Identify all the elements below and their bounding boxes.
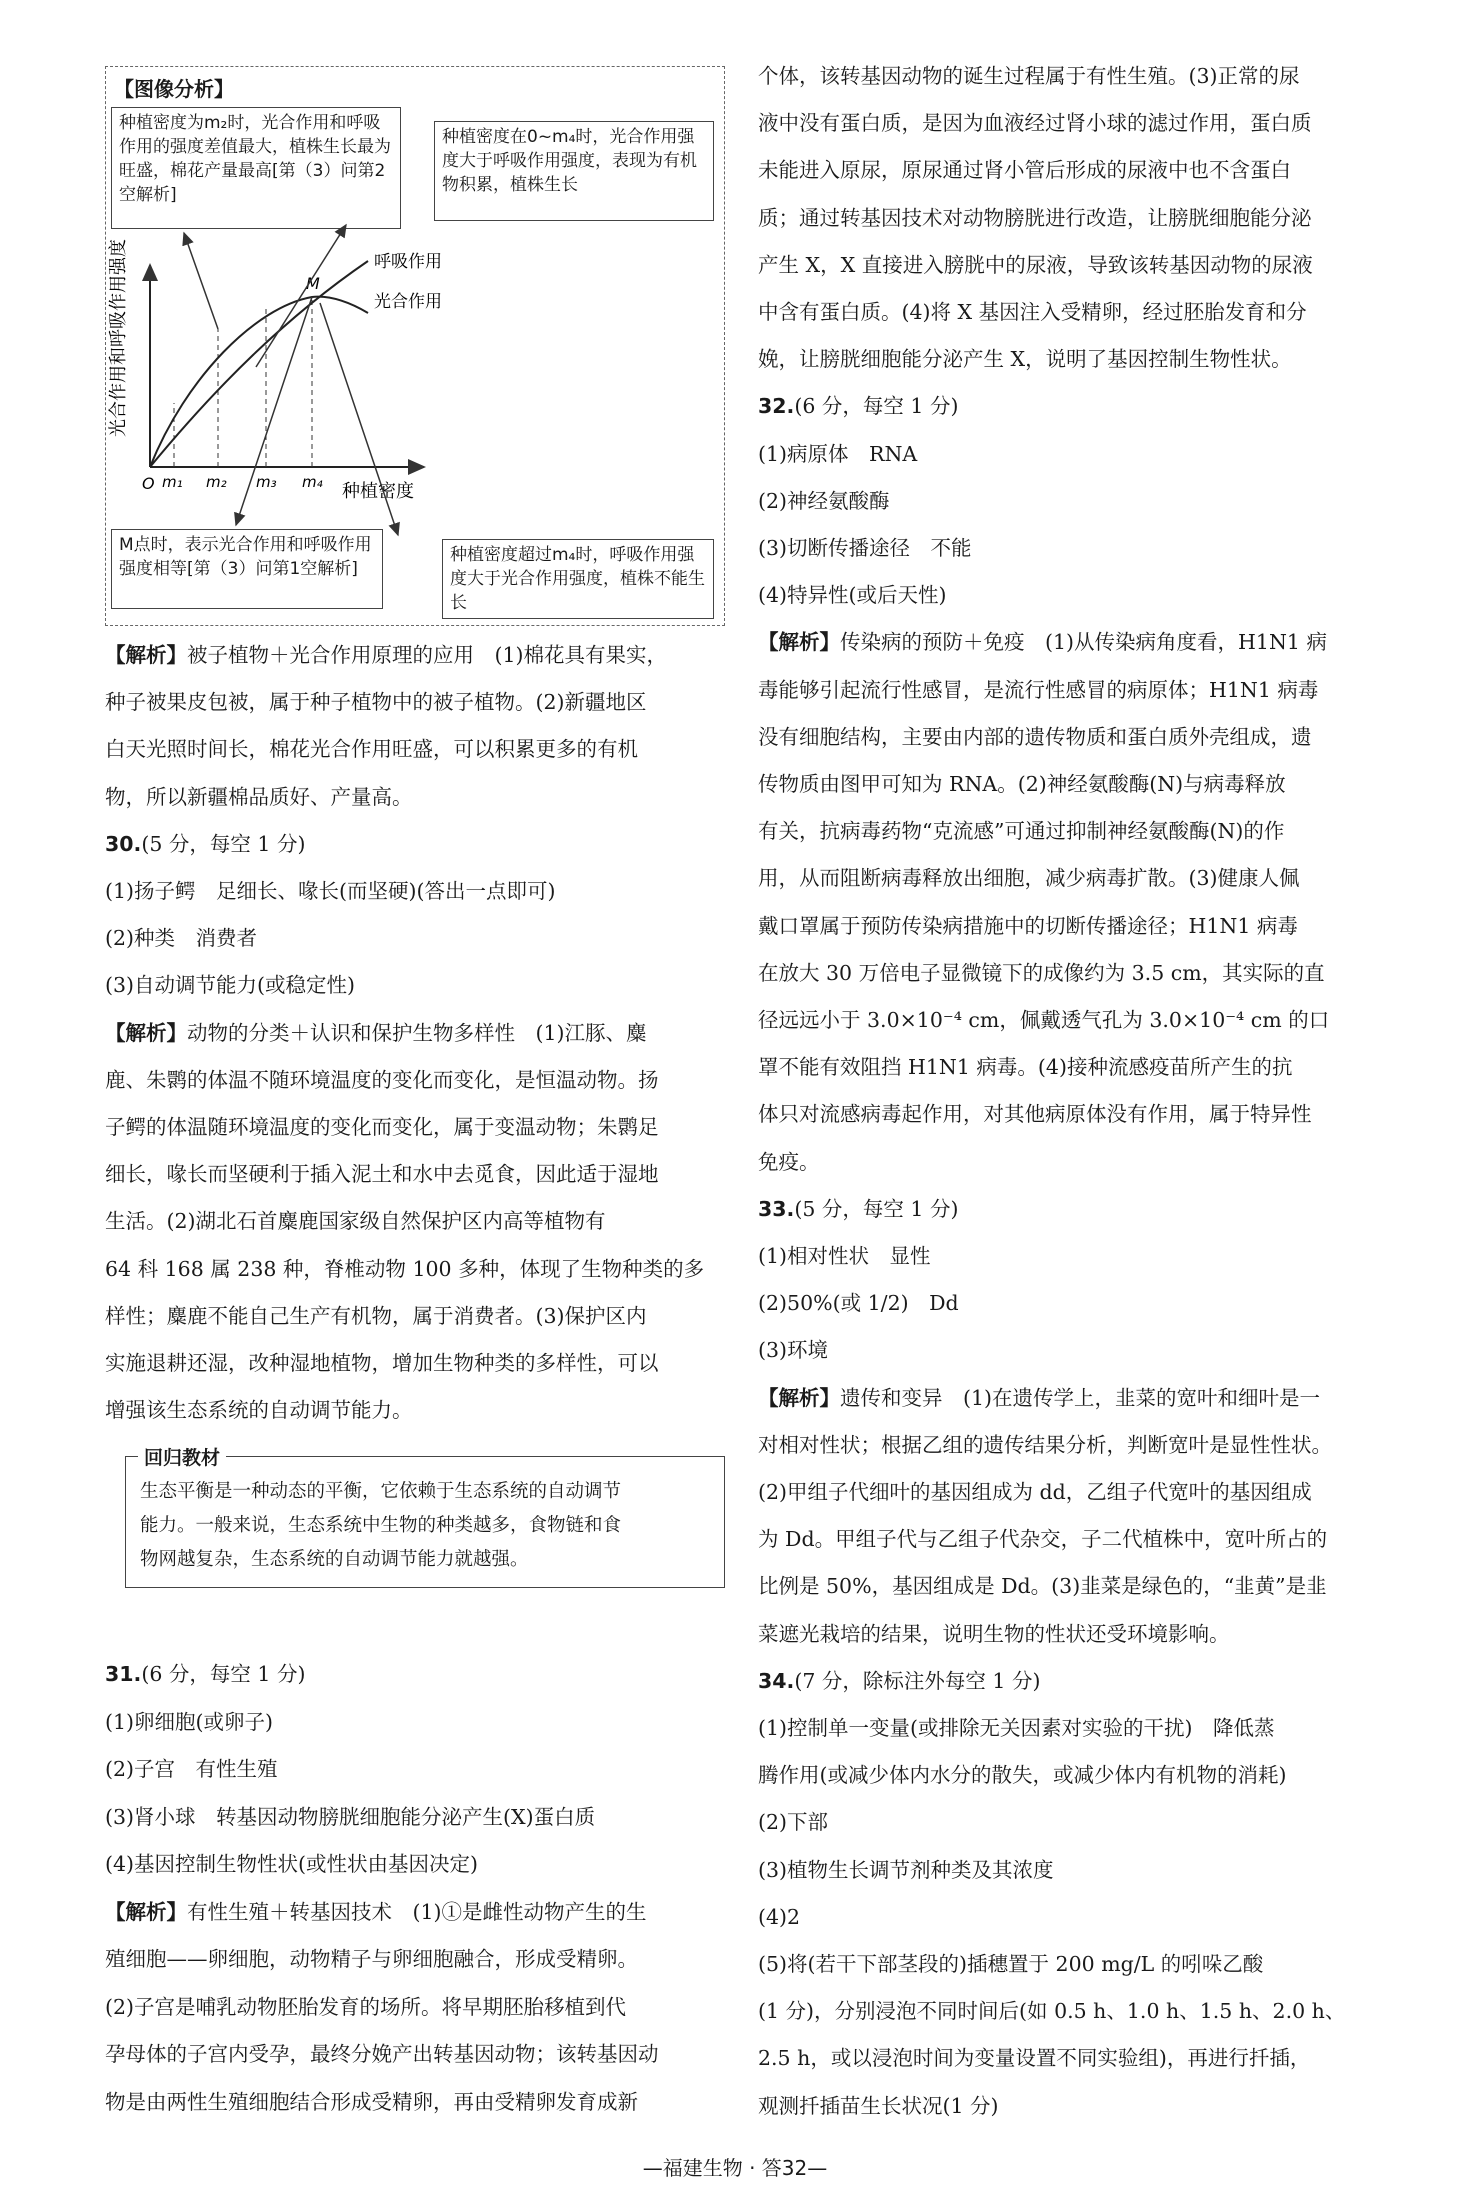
text-line xyxy=(105,1898,647,1926)
line-text: (1)控制单一变量(或排除无关因素对实验的干扰) 降低蒸 xyxy=(758,1716,1275,1740)
line-text: 子鳄的体温随环境温度的变化而变化，属于变温动物；朱鹮足 xyxy=(105,1115,659,1139)
line-text: (2)50%(或 1/2) Dd xyxy=(758,1291,959,1316)
textbook-line-1: 生态平衡是一种动态的平衡，它依赖于生态系统的自动调节 xyxy=(140,1481,622,1502)
text-line xyxy=(758,1148,820,1176)
text-line xyxy=(758,1667,1040,1695)
text-line xyxy=(758,1053,1292,1081)
tick-m3: m₃ xyxy=(256,473,277,491)
text-line xyxy=(758,676,1318,704)
text-line xyxy=(105,1019,647,1047)
line-text: (1 分)，分别浸泡不同时间后(如 0.5 h、1.0 h、1.5 h、2.0 h、 xyxy=(758,1999,1346,2024)
y-axis-label: 光合作用和呼吸作用强度 xyxy=(108,239,129,437)
text-line xyxy=(758,1950,1263,1978)
line-text: (1)扬子鳄 足细长、喙长(而坚硬)(答出一点即可) xyxy=(105,879,556,903)
question-number: 34. xyxy=(758,1668,795,1693)
line-text: (4)2 xyxy=(758,1904,801,1929)
callout-top-right: 种植密度在0~m₄时，光合作用强度大于呼吸作用强度，表现为有机物积累，植株生长 xyxy=(434,121,714,221)
line-text: 殖细胞——卵细胞，动物精子与卵细胞融合，形成受精卵。 xyxy=(105,1947,638,1971)
line-text: 产生 X，X 直接进入膀胱中的尿液，导致该转基因动物的尿液 xyxy=(758,252,1313,277)
text-line xyxy=(758,62,1300,90)
line-text: 用，从而阻断病毒释放出细胞，减少病毒扩散。(3)健康人佩 xyxy=(758,866,1300,891)
text-line xyxy=(105,1850,478,1878)
text-line xyxy=(758,1100,1312,1128)
analysis-tag: 【解析】 xyxy=(105,1899,187,1924)
line-text: (5 分，每空 1 分) xyxy=(794,1196,959,1221)
line-text: 径远远小于 3.0×10⁻⁴ cm，佩戴透气孔为 3.0×10⁻⁴ cm 的口 xyxy=(758,1008,1330,1032)
line-text: 腾作用(或减少体内水分的散失，或减少体内有机物的消耗) xyxy=(758,1763,1287,1788)
text-line xyxy=(105,1660,305,1688)
text-line xyxy=(758,392,958,420)
line-text: 传染病的预防＋免疫 (1)从传染病角度看，H1N1 病 xyxy=(840,630,1327,655)
text-line xyxy=(758,1620,1230,1648)
text-line xyxy=(758,912,1298,940)
analysis-tag: 【解析】 xyxy=(758,1385,840,1410)
line-text: 个体，该转基因动物的诞生过程属于有性生殖。(3)正常的尿 xyxy=(758,64,1300,88)
respiration-curve xyxy=(150,261,368,467)
tick-m4: m₄ xyxy=(302,473,323,491)
line-text: 观测扦插苗生长状况(1 分) xyxy=(758,2093,999,2118)
text-line xyxy=(758,440,917,468)
line-text: 毒能够引起流行性感冒，是流行性感冒的病原体；H1N1 病毒 xyxy=(758,677,1319,702)
text-line xyxy=(105,830,305,858)
line-text: (2)子宫是哺乳动物胚胎发育的场所。将早期胚胎移植到代 xyxy=(105,1994,627,2019)
text-line xyxy=(105,1066,659,1094)
text-line xyxy=(105,1803,595,1831)
text-line xyxy=(105,1993,626,2021)
text-line xyxy=(758,1714,1275,1742)
line-text: 有关，抗病毒药物“克流感”可通过抑制神经氨酸酶(N)的作 xyxy=(758,819,1285,844)
line-text: (6 分，每空 1 分) xyxy=(794,394,959,419)
callout-bottom-left: M点时，表示光合作用和呼吸作用强度相等[第（3）问第1空解析] xyxy=(111,529,383,609)
origin-label: O xyxy=(142,474,155,493)
callout-bottom-right: 种植密度超过m₄时，呼吸作用强度大于光合作用强度，植株不能生长 xyxy=(442,539,714,619)
text-line xyxy=(105,1255,704,1283)
line-text: 鹿、朱鹮的体温不随环境温度的变化而变化，是恒温动物。扬 xyxy=(105,1067,659,1092)
photosynthesis-curve xyxy=(150,297,368,467)
legend-respiration: 呼吸作用 xyxy=(374,252,442,272)
line-text: 对相对性状；根据乙组的遗传结果分析，判断宽叶是显性性状。 xyxy=(758,1432,1332,1457)
line-text: (3)自动调节能力(或稳定性) xyxy=(105,973,356,998)
line-text: 遗传和变异 (1)在遗传学上，韭菜的宽叶和细叶是一 xyxy=(840,1385,1321,1410)
text-line xyxy=(758,959,1325,987)
text-line xyxy=(105,783,413,811)
pointer-tl xyxy=(184,233,218,329)
line-text: (2)神经氨酸酶 xyxy=(758,488,890,513)
line-text: 质；通过转基因技术对动物膀胱进行改造，让膀胱细胞能分泌 xyxy=(758,205,1312,230)
line-text: (2)子宫 有性生殖 xyxy=(105,1757,278,1781)
analysis-tag: 【解析】 xyxy=(105,643,187,667)
line-text: 液中没有蛋白质，是因为血液经过肾小球的滤过作用，蛋白质 xyxy=(758,111,1312,136)
line-text: 动物的分类＋认识和保护生物多样性 (1)江豚、麋 xyxy=(187,1020,647,1045)
text-line xyxy=(105,1396,413,1424)
line-text: 未能进入原尿，原尿通过肾小管后形成的尿液中也不含蛋白 xyxy=(758,158,1291,183)
text-line xyxy=(758,1997,1345,2025)
text-line xyxy=(758,581,947,609)
line-text: (1)卵细胞(或卵子) xyxy=(105,1709,274,1734)
text-line xyxy=(105,2040,659,2068)
analysis-tag: 【解析】 xyxy=(105,1020,187,1045)
line-text: (3)植物生长调节剂种类及其浓度 xyxy=(758,1857,1054,1882)
text-line xyxy=(105,735,638,763)
text-line xyxy=(758,1478,1312,1506)
line-text: (2)甲组子代细叶的基因组成为 dd，乙组子代宽叶的基因组成 xyxy=(758,1480,1312,1504)
line-text: 样性；麋鹿不能自己生产有机物，属于消费者。(3)保护区内 xyxy=(105,1303,647,1328)
question-number: 33. xyxy=(758,1196,795,1221)
text-line xyxy=(105,1113,659,1141)
text-line xyxy=(105,1708,273,1736)
line-text: 生活。(2)湖北石首麋鹿国家级自然保护区内高等植物有 xyxy=(105,1209,606,1234)
line-text: (7 分，除标注外每空 1 分) xyxy=(794,1668,1041,1693)
text-line xyxy=(758,345,1292,373)
textbook-line-3: 物网越复杂，生态系统的自动调节能力就越强。 xyxy=(140,1549,529,1570)
figure-title: 【图像分析】 xyxy=(114,77,234,101)
pointer-tr xyxy=(256,225,346,367)
text-line xyxy=(758,1572,1327,1600)
line-text: 为 Dd。甲组子代与乙组子代杂交，子二代植株中，宽叶所占的 xyxy=(758,1527,1328,1552)
line-text: 种子被果皮包被，属于种子植物中的被子植物。(2)新疆地区 xyxy=(105,690,647,715)
tick-m1: m₁ xyxy=(162,473,183,491)
line-text: (3)肾小球 转基因动物膀胱细胞能分泌产生(X)蛋白质 xyxy=(105,1804,596,1829)
text-line xyxy=(105,1302,647,1330)
text-line xyxy=(758,1903,800,1931)
text-line xyxy=(758,1431,1332,1459)
line-text: 被子植物＋光合作用原理的应用 (1)棉花具有果实， xyxy=(187,643,668,667)
text-line xyxy=(105,924,257,952)
text-line xyxy=(105,1945,638,1973)
line-text: (1)病原体 RNA xyxy=(758,441,918,466)
text-line xyxy=(105,1755,278,1783)
text-line xyxy=(758,487,890,515)
line-text: 实施退耕还湿，改种湿地植物，增加生物种类的多样性，可以 xyxy=(105,1351,659,1375)
text-line xyxy=(758,1006,1329,1034)
line-text: 在放大 30 万倍电子显微镜下的成像约为 3.5 cm，其实际的直 xyxy=(758,960,1325,985)
text-line xyxy=(758,109,1312,137)
text-line xyxy=(758,298,1307,326)
text-line xyxy=(105,971,355,999)
text-line xyxy=(758,1856,1054,1884)
line-text: (1)相对性状 显性 xyxy=(758,1244,931,1268)
x-axis-label: 种植密度 xyxy=(342,481,414,502)
question-number: 30. xyxy=(105,831,142,856)
text-line xyxy=(758,2092,999,2120)
text-line xyxy=(758,1525,1327,1553)
line-text: (2)下部 xyxy=(758,1810,829,1835)
text-line xyxy=(758,1242,931,1270)
analysis-tag: 【解析】 xyxy=(758,630,840,655)
line-text: 体只对流感病毒起作用，对其他病原体没有作用，属于特异性 xyxy=(758,1102,1312,1127)
point-m-label: M xyxy=(306,274,320,293)
line-text: (2)种类 消费者 xyxy=(105,926,258,951)
line-text: (3)环境 xyxy=(758,1338,829,1363)
text-line xyxy=(758,204,1312,232)
textbook-line-2: 能力。一般来说，生态系统中生物的种类越多，食物链和食 xyxy=(140,1515,622,1536)
callout-top-left: 种植密度为m₂时，光合作用和呼吸作用的强度差值最大，植株生长最为旺盛，棉花产量最高[第（3）问第2空解析] xyxy=(111,107,401,229)
line-text: 孕母体的子宫内受孕，最终分娩产出转基因动物；该转基因动 xyxy=(105,2042,659,2066)
text-line xyxy=(105,2088,638,2116)
text-line xyxy=(758,2044,1310,2072)
text-line xyxy=(105,688,647,716)
line-text: (5)将(若干下部茎段的)插穗置于 200 mg/L 的吲哚乙酸 xyxy=(758,1952,1264,1976)
text-line xyxy=(758,1195,958,1223)
text-line xyxy=(758,1808,828,1836)
question-number: 32. xyxy=(758,394,795,419)
tick-m2: m₂ xyxy=(206,473,227,491)
text-line xyxy=(758,864,1300,892)
curve-chart xyxy=(106,67,726,627)
text-line xyxy=(105,641,667,669)
line-text: 64 科 168 属 238 种，脊椎动物 100 多种，体现了生物种类的多 xyxy=(105,1256,705,1281)
text-line xyxy=(758,1761,1287,1789)
text-line xyxy=(105,1160,659,1188)
text-line xyxy=(105,877,556,905)
line-text: 免疫。 xyxy=(758,1149,820,1174)
line-text: (4)特异性(或后天性) xyxy=(758,583,947,608)
text-line xyxy=(105,1207,606,1235)
line-text: 比例是 50%，基因组成是 Dd。(3)韭菜是绿色的，“韭黄”是韭 xyxy=(758,1574,1327,1599)
line-text: 罩不能有效阻挡 H1N1 病毒。(4)接种流感疫苗所产生的抗 xyxy=(758,1055,1293,1080)
text-line xyxy=(758,1336,828,1364)
line-text: (4)基因控制生物性状(或性状由基因决定) xyxy=(105,1852,479,1876)
text-line xyxy=(758,1384,1320,1412)
text-line xyxy=(758,770,1286,798)
question-number: 31. xyxy=(105,1662,142,1686)
line-text: 物是由两性生殖细胞结合形成受精卵，再由受精卵发育成新 xyxy=(105,2089,638,2114)
line-text: 2.5 h，或以浸泡时间为变量设置不同实验组)，再进行扦插， xyxy=(758,2046,1311,2071)
line-text: 中含有蛋白质。(4)将 X 基因注入受精卵，经过胚胎发育和分 xyxy=(758,300,1307,324)
line-text: 物，所以新疆棉品质好、产量高。 xyxy=(105,784,413,809)
line-text: 增强该生态系统的自动调节能力。 xyxy=(105,1398,413,1423)
textbook-box-title: 回归教材 xyxy=(138,1443,226,1470)
line-text: 传物质由图甲可知为 RNA。(2)神经氨酸酶(N)与病毒释放 xyxy=(758,772,1286,796)
line-text: 娩，让膀胱细胞能分泌产生 X，说明了基因控制生物性状。 xyxy=(758,347,1292,372)
line-text: 有性生殖＋转基因技术 (1)①是雌性动物产生的生 xyxy=(187,1899,647,1924)
text-line xyxy=(105,1349,659,1377)
legend-photosynthesis: 光合作用 xyxy=(374,292,442,312)
text-line xyxy=(758,628,1327,656)
line-text: 细长，喙长而坚硬利于插入泥土和水中去觅食，因此适于湿地 xyxy=(105,1162,659,1187)
textbook-box xyxy=(125,1447,725,1588)
line-text: (3)切断传播途径 不能 xyxy=(758,536,972,560)
text-line xyxy=(758,817,1284,845)
image-analysis-figure xyxy=(105,66,725,626)
line-text: (6 分，每空 1 分) xyxy=(141,1662,306,1686)
line-text: 没有细胞结构，主要由内部的遗传物质和蛋白质外壳组成，遗 xyxy=(758,724,1312,749)
text-line xyxy=(758,1289,959,1317)
line-text: 戴口罩属于预防传染病措施中的切断传播途径；H1N1 病毒 xyxy=(758,913,1298,938)
text-line xyxy=(758,723,1312,751)
text-line xyxy=(758,251,1313,279)
line-text: (5 分，每空 1 分) xyxy=(141,831,306,856)
page-footer: —福建生物 · 答32— xyxy=(642,2156,828,2180)
text-line xyxy=(758,156,1291,184)
line-text: 菜遮光栽培的结果，说明生物的性状还受环境影响。 xyxy=(758,1621,1230,1646)
line-text: 白天光照时间长，棉花光合作用旺盛，可以积累更多的有机 xyxy=(105,737,638,762)
text-line xyxy=(758,534,972,562)
